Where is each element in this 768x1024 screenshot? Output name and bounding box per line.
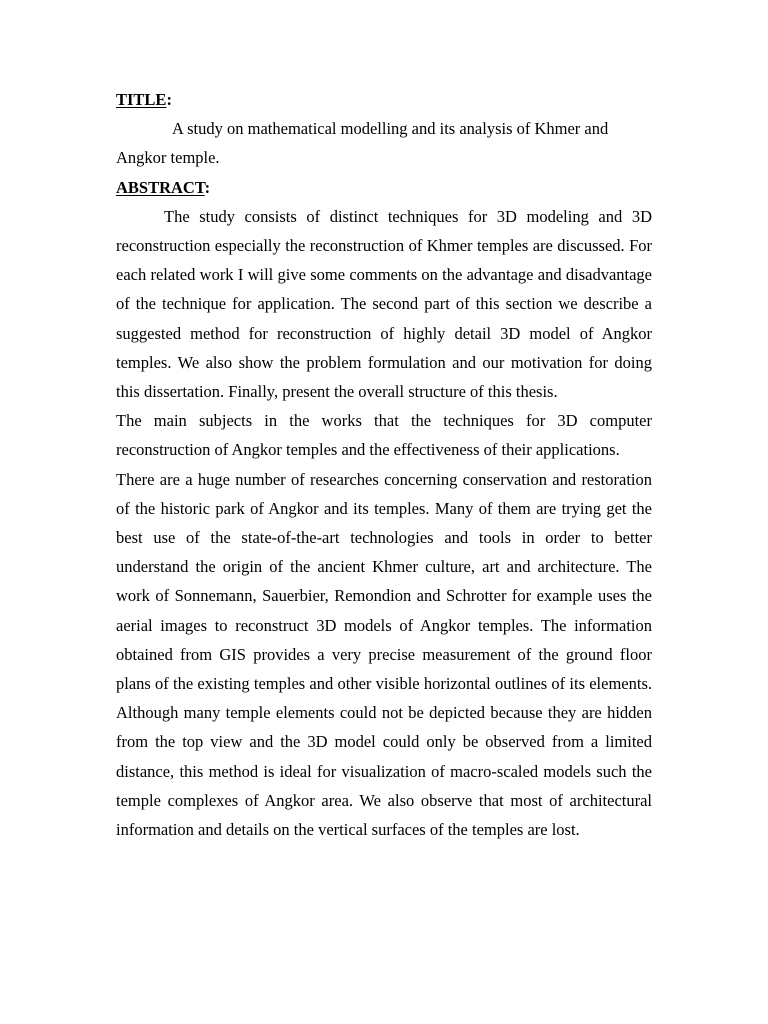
abstract-heading [116,173,652,202]
title-heading-colon: : [166,90,172,109]
title-heading [116,85,652,114]
document-title: A study on mathematical modelling and its analysis of Khmer and Angkor temple. [116,119,609,168]
abstract-paragraph-3: There are a huge number of researches concerning conservation and restoration of the historic park of Angkor and its temples. Many of them are trying get the best use of the state-of-the-art technologies and tools in order to better understand the origin of the ancient Khmer culture, art and architecture. The work of Sonnemann, Sauerbier, Remondion and Schrotter for example uses the aerial images to reconstruct 3D models of Angkor temples. The information obtained from GIS provides a very precise measurement of the ground floor plans of the existing temples and other visible horizontal outlines of its elements. Although many temple elements could not be depicted because they are hidden from the top view and the 3D model could only be observed from a limited distance, this method is ideal for visualization of macro-scaled models such the temple complexes of Angkor area. We also observe that most of architectural information and details on the vertical surfaces of the temples are lost. [116,469,652,840]
abstract-paragraph-2: The main subjects in the works that the techniques for 3D computer reconstruction of Angkor temples and the effectiveness of their applications. [116,411,652,460]
title-heading-label: TITLE [116,90,167,109]
abstract-heading-colon: : [204,177,211,197]
abstract-heading-label: ABSTRACT [116,177,205,197]
abstract-paragraph-1: The study consists of distinct techniques for 3D modeling and 3D reconstruction especially the reconstruction of Khmer temples are discussed. For each related work I will give some comments on the advantage and disadvantage of the technique for application. The second part of this section we describe a suggested method for reconstruction of highly detail 3D model of Angkor temples. We also show the problem formulation and our motivation for doing this dissertation. Finally, present the overall structure of this thesis. [116,206,652,402]
document-page [116,85,652,844]
